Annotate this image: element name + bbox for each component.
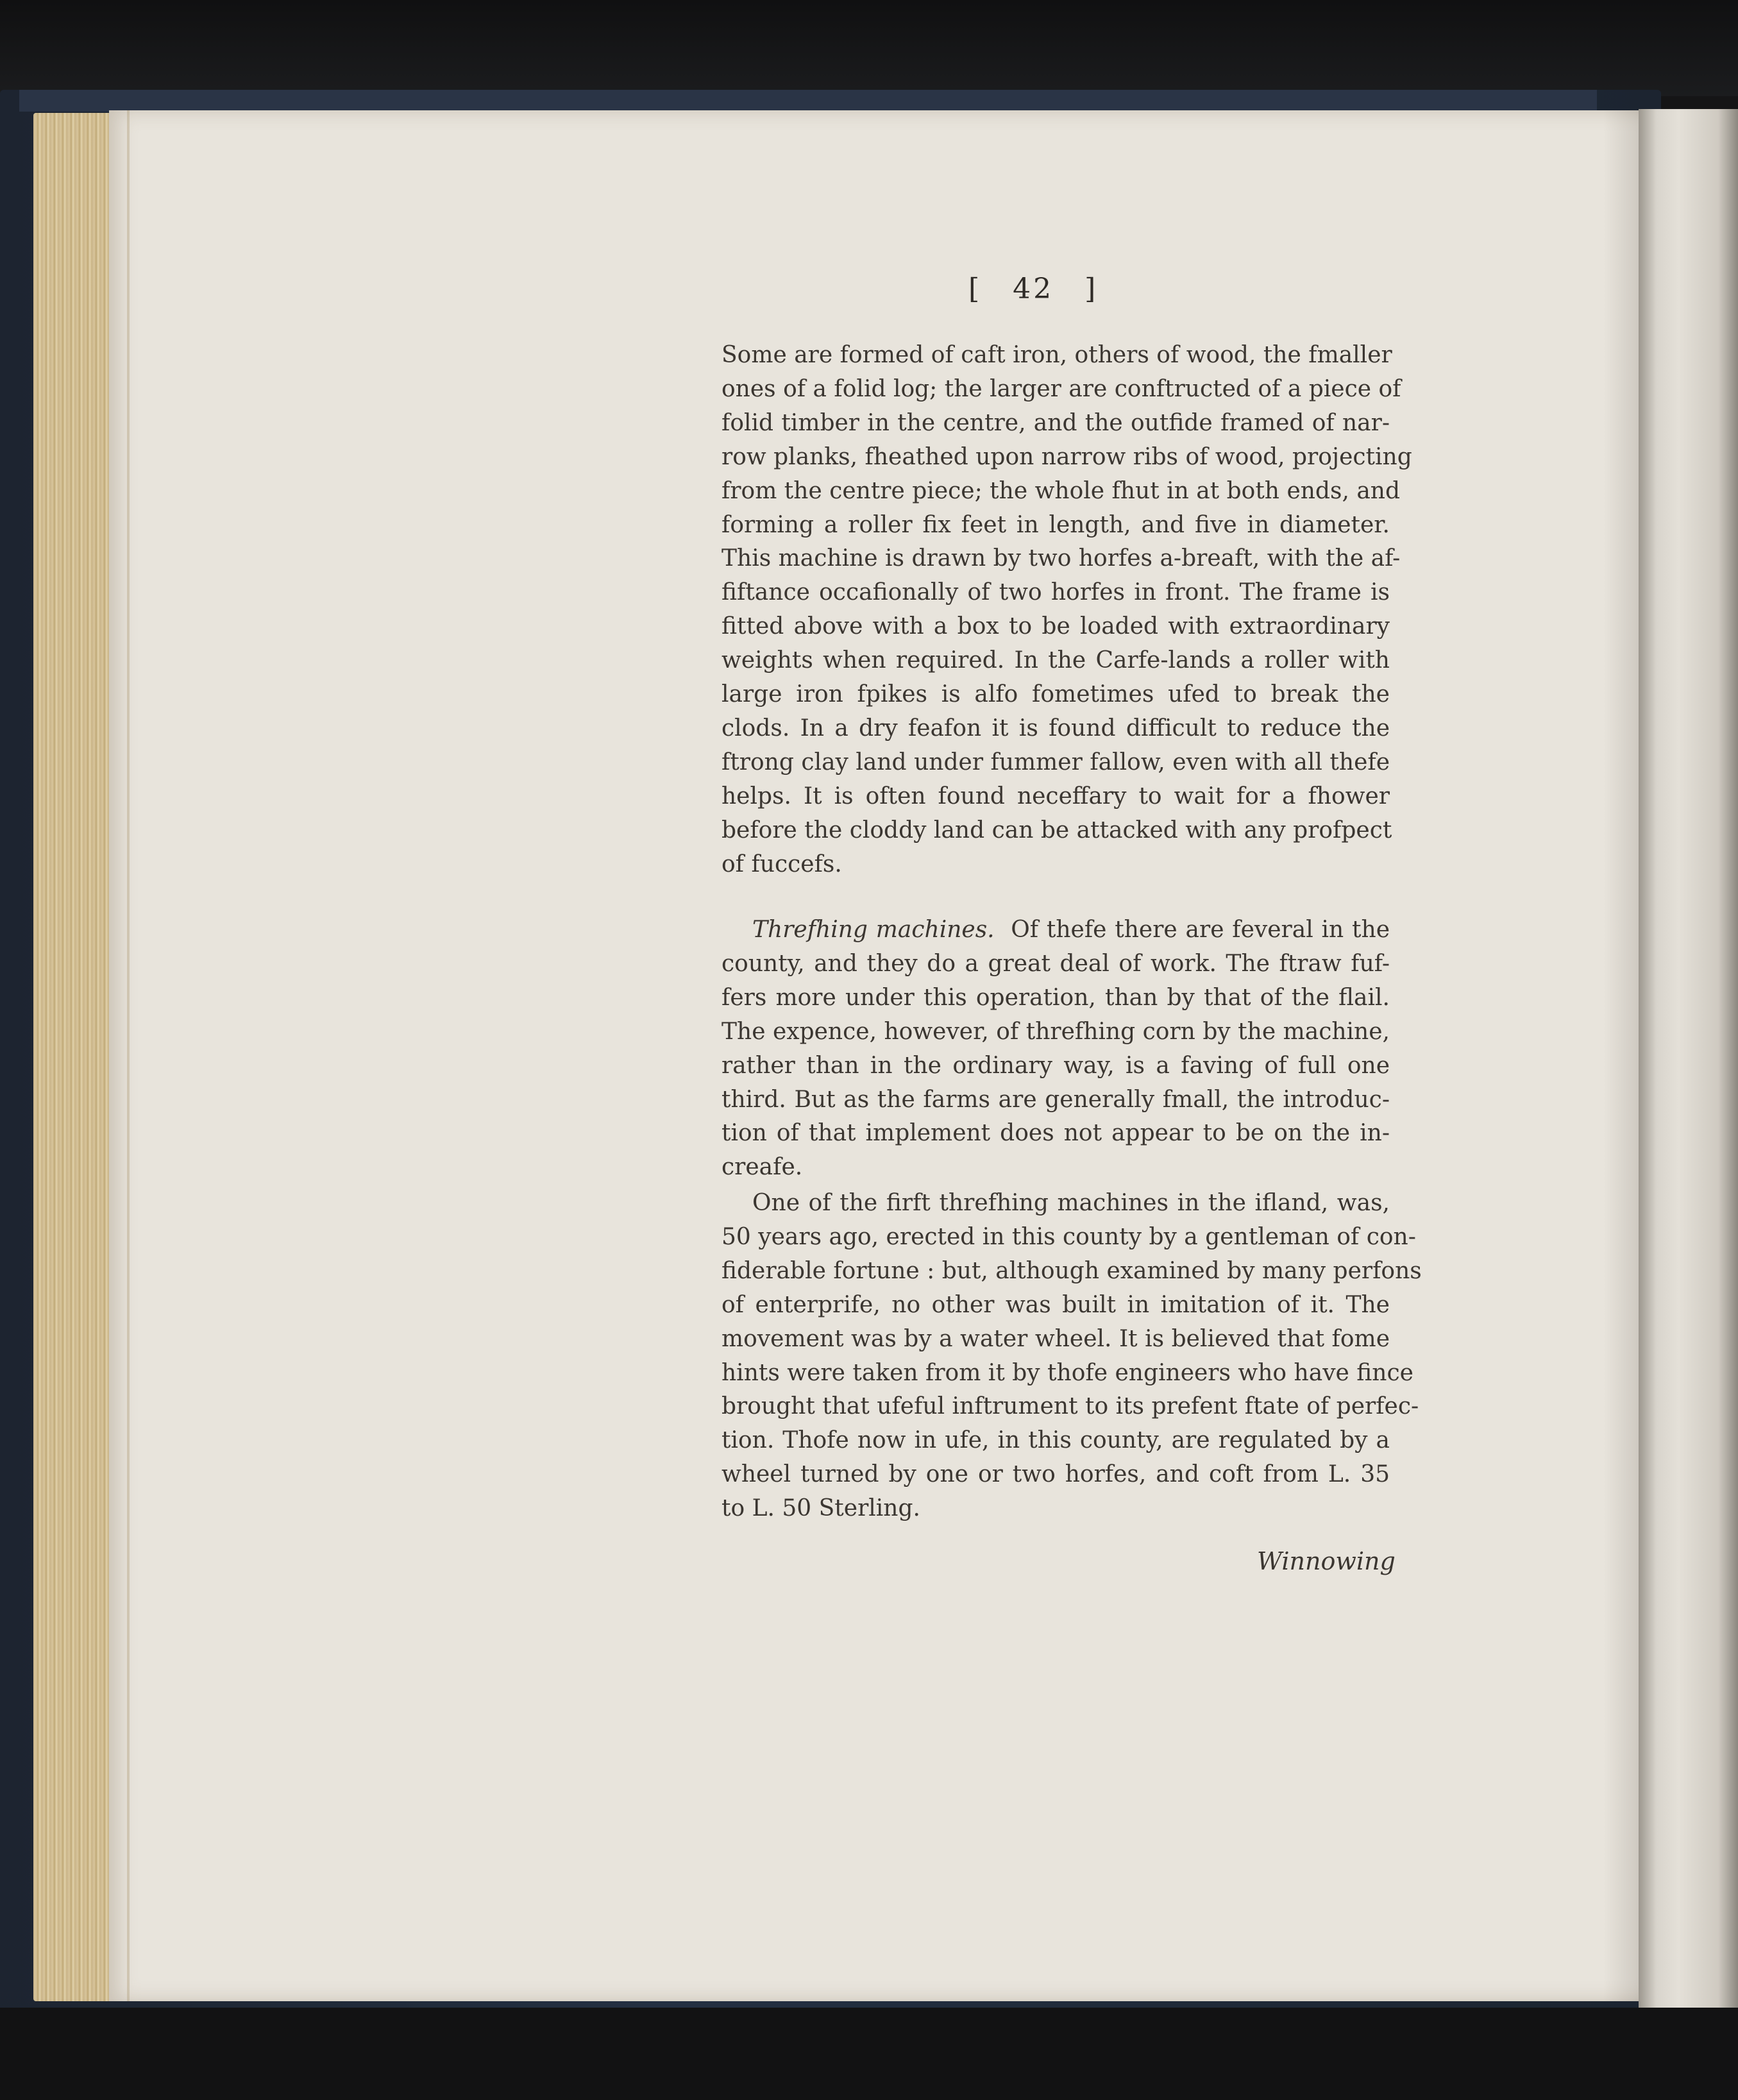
text-line: ftrong clay land under fummer fallow, even with all thefe: [721, 749, 1390, 775]
text-line: large iron fpikes is alfo fometimes ufed to break the: [721, 681, 1390, 708]
text-line: fiftance occafionally of two horfes in front. The frame is: [721, 579, 1390, 606]
paragraph-first-threshing-machine: [721, 1187, 1422, 1526]
text-line: helps. It is often found neceffary to wait for a fhower: [721, 783, 1390, 809]
text-line: folid timber in the centre, and the outfide framed of nar-: [721, 409, 1390, 436]
text-line: row planks, fheathed upon narrow ribs of wood, projecting: [721, 443, 1412, 470]
text-line: county, and they do a great deal of work. The ftraw fuf-: [721, 950, 1390, 977]
page-margin-line: [127, 110, 130, 2001]
text-line: clods. In a dry feafon it is found difficult to reduce the: [721, 715, 1390, 741]
text-line: One of the firft threfhing machines in the ifland, was,: [752, 1190, 1390, 1216]
section-heading: Threfhing machines.: [752, 917, 995, 943]
text-line: 50 years ago, erected in this county by a gentleman of con-: [721, 1223, 1416, 1250]
text-line: ones of a folid log; the larger are conftructed of a piece of: [721, 375, 1401, 402]
text-line: movement was by a water wheel. It is believed that fome: [721, 1325, 1390, 1352]
text-line: Some are formed of caft iron, others of wood, the fmaller: [721, 342, 1392, 368]
text-line: from the centre piece; the whole fhut in at both ends, and: [721, 477, 1401, 504]
text-line: rather than in the ordinary way, is a faving of full one: [721, 1052, 1390, 1079]
background-bottom: [0, 2008, 1738, 2100]
text-line-start: Of thefe there are feveral in the: [1011, 917, 1390, 943]
text-line: brought that ufeful inftrument to its prefent ftate of perfec-: [721, 1393, 1419, 1420]
text-line-with-heading: [721, 913, 1390, 947]
text-line: of enterprife, no other was built in imitation of it. The: [721, 1291, 1390, 1318]
text-line: fiderable fortune : but, although examined by many perfons: [721, 1257, 1422, 1284]
text-line: This machine is drawn by two horfes a-breaft, with the af-: [721, 545, 1401, 572]
text-line: forming a roller fix feet in length, and five in diameter.: [721, 511, 1390, 538]
page-number: [ 42 ]: [968, 273, 1099, 305]
text-line: wheel turned by one or two horfes, and coft from L. 35: [721, 1461, 1390, 1488]
paragraph-rollers: [721, 339, 1412, 882]
text-line: weights when required. In the Carfe-lands a roller with: [721, 647, 1390, 674]
text-line: tion. Thofe now in ufe, in this county, are regulated by a: [721, 1427, 1390, 1454]
text-line: of fuccefs.: [721, 851, 842, 877]
text-line: creafe.: [721, 1154, 803, 1181]
text-line: The expence, however, of threfhing corn by the machine,: [721, 1018, 1390, 1045]
text-line: tion of that implement does not appear to be on the in-: [721, 1120, 1390, 1147]
paragraph-threshing-machines: [721, 913, 1390, 1185]
text-line: before the cloddy land can be attacked with any profpect: [721, 817, 1392, 843]
book-cover-top-edge: [19, 90, 1597, 112]
text-line: hints were taken from it by thofe engineers who have fince: [721, 1359, 1413, 1386]
text-line: third. But as the farms are generally fmall, the introduc-: [721, 1086, 1390, 1113]
catchword: Winnowing: [1257, 1547, 1396, 1575]
text-line: to L. 50 Sterling.: [721, 1495, 920, 1522]
facing-page-edge: [1639, 109, 1738, 2008]
text-line: fitted above with a box to be loaded with extraordinary: [721, 613, 1390, 640]
text-line: fers more under this operation, than by that of the flail.: [721, 984, 1390, 1011]
background-top: [0, 0, 1738, 96]
